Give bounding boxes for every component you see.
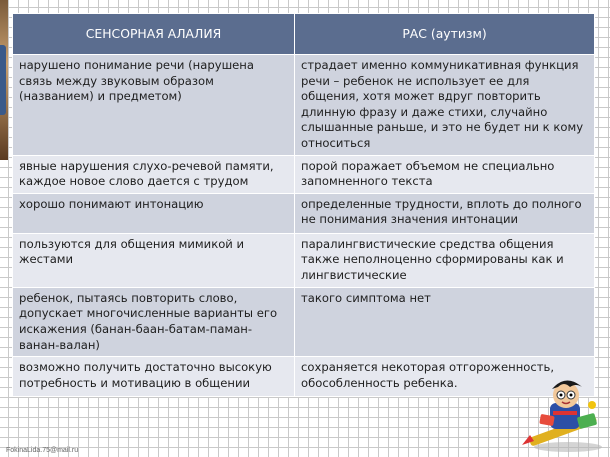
comparison-table [12, 13, 595, 397]
header-sensory-alalia: СЕНСОРНАЯ АЛАЛИЯ [13, 14, 295, 55]
cell-alalia: ребенок, пытаясь повторить слово, допускает многочисленные варианты его искажения (банан-баан-батам-паман-ванан-валан) [13, 287, 295, 356]
cell-autism: страдает именно коммуникативная функция речи – ребенок не использует ее для общения, хотя может вдруг повторить длинную фразу и даже стихи, случайно слышанные раньше, и это не будет ни к кому относиться [295, 55, 595, 156]
table-row [13, 357, 595, 397]
cell-alalia: пользуются для общения мимикой и жестами [13, 233, 295, 287]
cell-alalia: хорошо понимают интонацию [13, 193, 295, 233]
cell-autism: сохраняется некоторая отгороженность, обособленность ребенка. [295, 357, 595, 397]
table-row [13, 55, 595, 156]
left-decoration-accent [0, 45, 6, 115]
author-email: FokinaLida.75@mail.ru [6, 447, 79, 454]
cell-alalia: явные нарушения слухо-речевой памяти, каждое новое слово дается с трудом [13, 155, 295, 193]
cell-autism: такого симптома нет [295, 287, 595, 356]
cell-autism: порой поражает объемом не специально запомненного текста [295, 155, 595, 193]
table-row [13, 193, 595, 233]
cell-autism: паралингвистические средства общения также неполноценно сформированы как и лингвистические [295, 233, 595, 287]
cell-alalia: возможно получить достаточно высокую потребность и мотивацию в общении [13, 357, 295, 397]
table-row [13, 233, 595, 287]
cartoon-student-icon [520, 375, 604, 453]
cell-autism: определенные трудности, вплоть до полного не понимания значения интонации [295, 193, 595, 233]
cell-alalia: нарушено понимание речи (нарушена связь между звуковым образом (названием) и предметом) [13, 55, 295, 156]
table-row [13, 155, 595, 193]
table-header-row [13, 14, 595, 55]
header-asd-autism: РАС (аутизм) [295, 14, 595, 55]
table-row [13, 287, 595, 356]
